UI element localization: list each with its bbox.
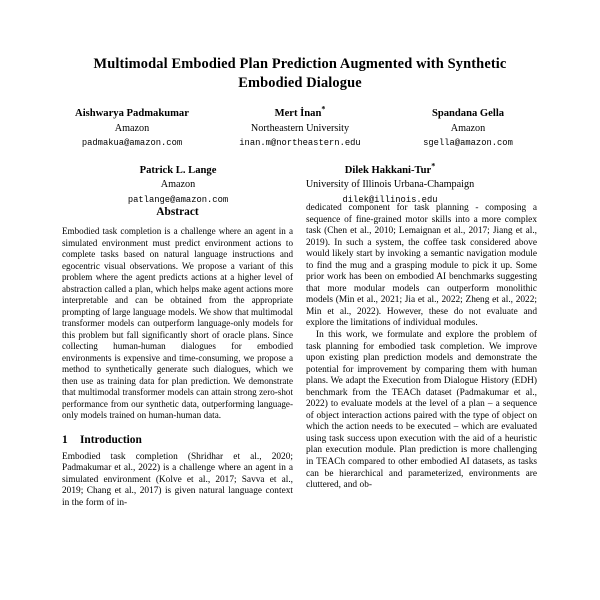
author-name-text: Dilek Hakkani-Tur: [344, 164, 432, 176]
author-email[interactable]: sgella@amazon.com: [423, 138, 513, 148]
author-name-text: Patrick L. Lange: [139, 164, 217, 176]
author-entry: [384, 107, 552, 151]
left-column: [62, 203, 293, 600]
author-row-1: [30, 104, 570, 151]
author-entry: [88, 164, 268, 208]
author-name-text: Mert İnan: [274, 108, 322, 119]
author-entry: [216, 104, 384, 151]
abstract-text: Embodied task completion is a challenge where an agent in a simulated environment must predict environment actions to complete tasks based on natural language instructions and egocentric visual observations. We propose a variant of this problem where the agent predicts actions at a higher level of abstraction called a plan, which helps make agent actions more interpretable and can be obtained from the appropriate prompting of large language models. We show that multimodal transformer models can outperform language-only models for this problem but fall significantly short of oracle plans. Since collecting human-human dialogues for embodied environments is expensive and time-consuming, we propose a method to synthetically generate such dialogues, which we then use as training data for plan prediction. We demonstrate that multimodal transformer models can attain strong zero-shot performance from our synthetic data, outperforming language-only models trained on human-human data.: [62, 226, 293, 420]
author-affiliation: University of Illinois Urbana-Champaign: [305, 179, 475, 190]
author-affiliation: Amazon: [160, 179, 196, 190]
author-entry: [268, 160, 512, 208]
author-entry: [48, 107, 216, 151]
author-block: [0, 104, 600, 207]
section-number: 1: [62, 433, 68, 446]
author-name-text: Spandana Gella: [431, 108, 505, 119]
body-columns: [0, 203, 600, 600]
section-title: Introduction: [80, 433, 142, 446]
introduction-heading: [62, 434, 293, 447]
author-footnote-marker: *: [321, 104, 326, 114]
author-email[interactable]: patlange@amazon.com: [127, 194, 229, 205]
right-column-paragraph-2: In this work, we formulate and explore the problem of task planning for embodied task completion. We improve upon existing plan prediction models and demonstrate the potential for improvement by comparing them with human plans. We adapt the Execution from Dialogue History (EDH) benchmark from the TEACh dataset (Padmakumar et al., 2022) to evaluate models at the level of a plan – a sequence of object interaction actions paired with the type of object on which the action needs to be executed – which are evaluated using task success upon execution with the aid of a heuristic plan execution module. Plan prediction is more challenging in TEACh compared to other embodied AI datasets, as tasks can be hierarchical and parameterized, environments are cluttered, and ob-: [306, 330, 537, 491]
author-affiliation: Northeastern University: [250, 122, 350, 134]
author-row-2: [30, 160, 570, 208]
author-name: [268, 160, 512, 178]
author-email[interactable]: inan.m@northeastern.edu: [239, 138, 361, 148]
author-name: [48, 107, 216, 121]
author-affiliation: Amazon: [114, 122, 150, 134]
author-affiliation: Amazon: [450, 122, 486, 134]
author-email[interactable]: dilek@illinois.edu: [342, 194, 438, 205]
abstract-heading: Abstract: [156, 206, 199, 218]
right-column: [306, 203, 537, 600]
author-email[interactable]: padmakua@amazon.com: [81, 138, 183, 148]
introduction-paragraph-1: Embodied task completion (Shridhar et al., 2020; Padmakumar et al., 2022) is a challenge where an agent in a simulated environment (Kolve et al., 2017; Savva et al., 2019; Chang et al., 2017) is given natural language context in the form of in-: [62, 451, 293, 508]
page-title: Multimodal Embodied Plan Prediction Augmented with Synthetic Embodied Dialogue: [93, 56, 507, 91]
author-name-text: Aishwarya Padmakumar: [75, 108, 189, 119]
author-name: [384, 107, 552, 121]
author-name: [88, 164, 268, 178]
right-column-paragraph-1: dedicated component for task planning - composing a sequence of fine-grained motor skills into a more complex task (Chen et al., 2010; Lemaignan et al., 2017; Jiang et al., 2019). In such a system, the coffee task considered above would likely start by invoking a semantic navigation module to find the mug and a grasping module to pick it up. Some prior work has been on embodied AI benchmarks suggesting that more modular models can outperform monolithic models (Min et al., 2021; Jia et al., 2022; Zheng et al., 2022; Min et al., 2022). However, these do not evaluate and explore the limitations of individual modules.: [306, 203, 537, 329]
author-name: [216, 104, 384, 121]
author-footnote-marker: *: [431, 160, 436, 170]
